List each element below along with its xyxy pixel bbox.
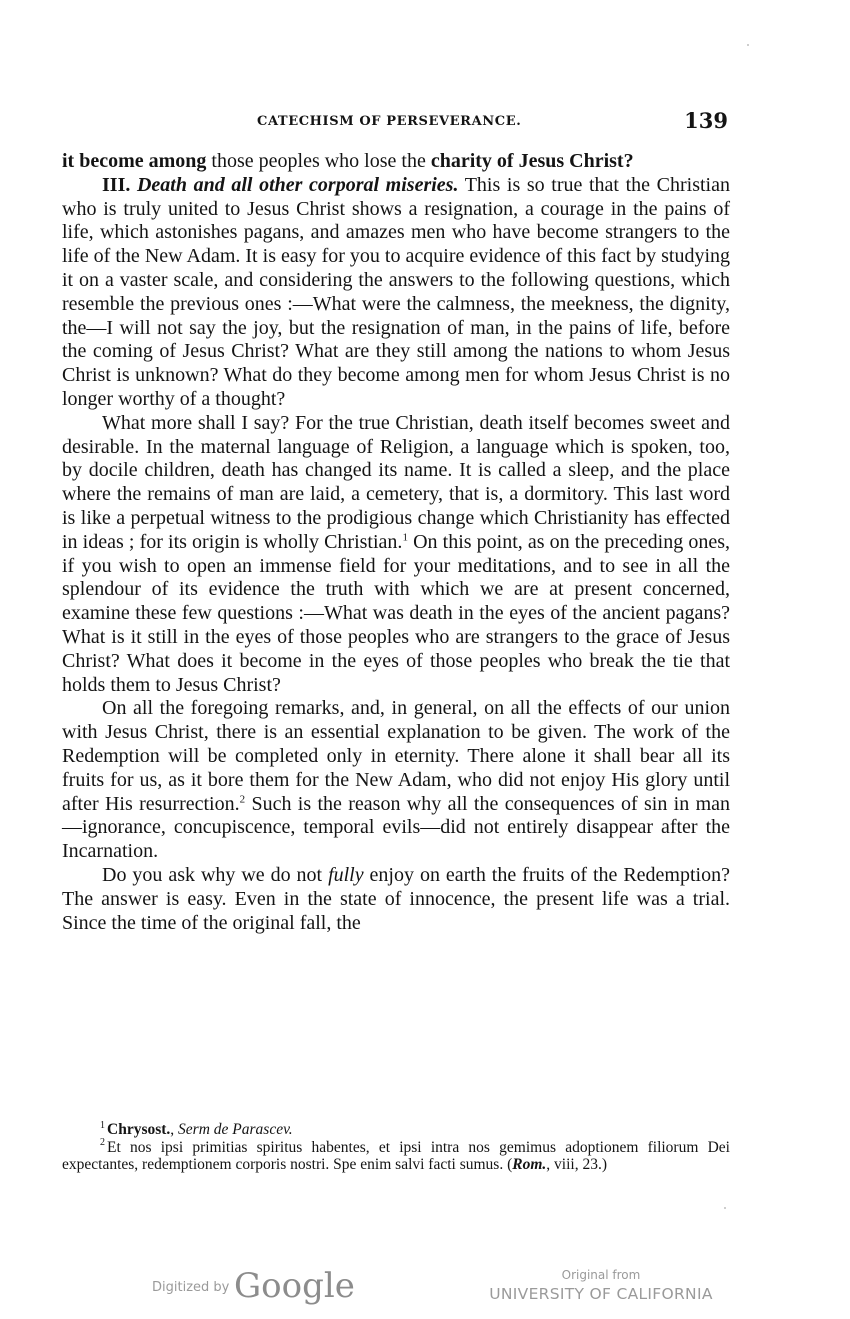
text-run: enjoy on earth the fruits of the Redemption? The answer is easy. Even in the state of innocence, the present life was a trial. Since the time of the original fall, the [62,863,730,934]
text-run: On all the foregoing remarks, and, in general, on all the effects of our union with Jesus Christ, there is an essential explanation to be given. The work of the Redemption will be completed only in eternity. There alone it shall bear all its fruits for us, as it bore them for the New Adam, who did not enjoy His glory until after His resurrection. [62,697,730,815]
text-run: , [170,1121,179,1138]
paragraph-corporal-miseries [62,174,730,412]
text-run: This is so true that the Christian who is truly united to Jesus Christ shows a resignation, a courage in the pains of life, which astonishes pagans, and amazes men who have become strangers to the life of the New Adam. It is easy for you to acquire evidence of this fact by studying it on a vaster scale, and considering the answers to the following questions, which resemble the previous ones :—What were the calmness, the meekness, the dignity, the—I will not say the joy, but the resignation of man, in the pains of life, before the coming of Jesus Christ? What are they still among the nations to whom Jesus Christ is unknown? What do they become among men for whom Jesus Christ is no longer worthy of a thought? [62,173,730,410]
google-logo: Google [234,1266,355,1306]
running-title: CATECHISM OF PERSEVERANCE. [257,114,522,129]
running-head [62,108,730,142]
text-run: On this point, as on the preceding ones, if you wish to open an immense field for your meditations, and to see in all the splendour of its evidence the truth with which we are at present concerned, examine these few questions :—What was death in the eyes of the ancient pagans? What is it still in the eyes of those peoples who are strangers to the grace of Jesus Christ? What does it become in the eyes of those peoples who break the tie that holds them to Jesus Christ? [62,530,730,696]
origin-institution: UNIVERSITY OF CALIFORNIA [489,1285,713,1303]
bold-text: charity of Jesus Christ? [430,150,634,172]
footnote-2 [62,1139,730,1174]
footnote-mark: 1 [100,1119,105,1131]
page-number: 139 [684,108,728,133]
footnote-reference: 1 [402,531,408,544]
paragraph-death [62,412,730,698]
italic-text: Serm de Parascev. [178,1121,293,1138]
text-run: Et nos ipsi primitias spiritus habentes, et ipsi intra nos gemimus adoptionem filiorum Dei expectantes, redemptionem corporis nostri. Spe enim salvi facti sumus. ( [62,1138,730,1173]
bold-text: III. [102,173,137,196]
bold-italic-text: Rom. [512,1156,547,1173]
italic-text: fully [328,863,364,886]
digitized-label: Digitized by [152,1280,230,1295]
footnote-reference: 2 [239,792,246,805]
bold-text: Chrysost. [107,1121,171,1138]
text-run: , viii, 23.) [546,1156,607,1173]
text-run: those peoples who lose the [206,150,431,172]
footnote-1 [62,1121,730,1139]
bold-text: it become among [62,150,207,172]
paragraph-fruits-of-redemption [62,864,730,935]
paragraph-continuation [62,150,730,174]
bold-italic-text: Death and all other corporal miseries. [136,173,459,196]
text-run: Do you ask why we do not [102,863,329,886]
text-run: What more shall I say? For the true Christian, death itself becomes sweet and desirable. In the maternal language of Religion, a language which is spoken, too, by docile children, death has changed its name. It is called a sleep, and the place where the remains of man are laid, a cemetery, that is, a dormitory. This last word is like a perpetual witness to the prodigious change which Christianity has effected in ideas ; for its origin is wholly Christian. [62,411,730,553]
scan-speck [747,44,749,46]
scan-speck [724,1207,726,1209]
paragraph-redemption-explanation [62,697,730,864]
text-run: Such is the reason why all the consequences of sin in man—ignorance, concupiscence, temporal evils—did not entirely disappear after the Incarnation. [62,792,731,863]
origin-label: Original from [561,1268,641,1282]
footnotes [62,1121,730,1174]
body-text [62,150,730,935]
footnote-mark: 2 [100,1137,105,1149]
origin-credit [486,1267,716,1305]
